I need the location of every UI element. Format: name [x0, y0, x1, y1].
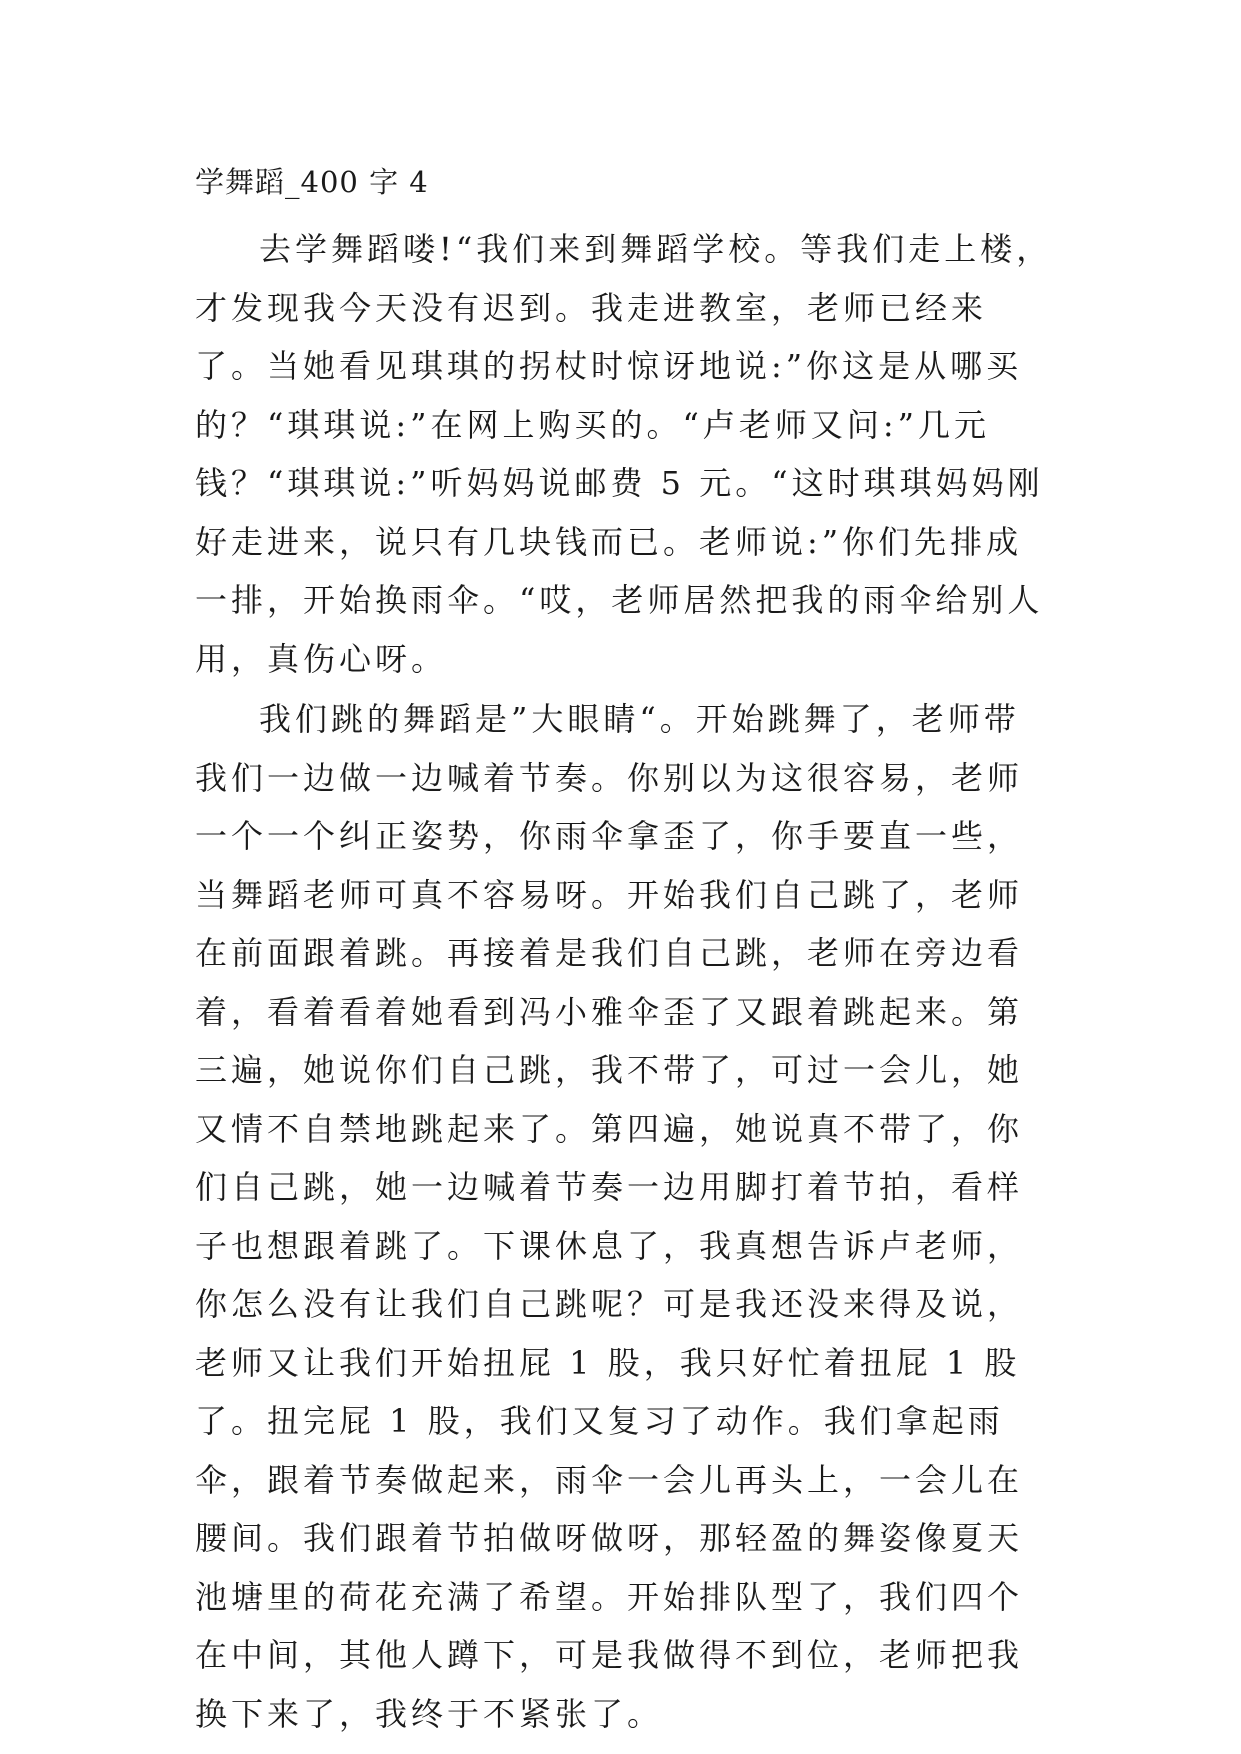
document-title: 学舞蹈_400 字 4: [195, 165, 429, 199]
paragraph-2: 我们跳的舞蹈是”大眼睛“。开始跳舞了，老师带我们一边做一边喊着节奏。你别以为这很容易，老师一个一个纠正姿势，你雨伞拿歪了，你手要直一些，当舞蹈老师可真不容易呀。开始我们自己跳了，老师在前面跟着跳。再接着是我们自己跳，老师在旁边看着，看着看着她看到冯小雅伞歪了又跟着跳起来。第三遍，她说你们自己跳，我不带了，可过一会儿，她又情不自禁地跳起来了。第四遍，她说真不带了，你们自己跳，她一边喊着节奏一边用脚打着节拍，看样子也想跟着跳了。下课休息了，我真想告诉卢老师，你怎么没有让我们自己跳呢？可是我还没来得及说，老师又让我们开始扭屁 1 股，我只好忙着扭屁 1 股了。扭完屁 1 股，我们又复习了动作。我们拿起雨伞，跟着节奏做起来，雨伞一会儿再头上，一会儿在腰间。我们跟着节拍做呀做呀，那轻盈的舞姿像夏天池塘里的荷花充满了希望。开始排队型了，我们四个在中间，其他人蹲下，可是我做得不到位，老师把我换下来了，我终于不紧张了。: [195, 700, 1024, 1733]
paragraph-1: 去学舞蹈喽!“我们来到舞蹈学校。等我们走上楼，才发现我今天没有迟到。我走进教室，老师已经来了。当她看见琪琪的拐杖时惊讶地说:”你这是从哪买的？“琪琪说:”在网上购买的。“卢老师又问:”几元钱？“琪琪说:”听妈妈说邮费 5 元。“这时琪琪妈妈刚好走进来，说只有几块钱而已。老师说:”你们先排成一排，开始换雨伞。“哎，老师居然把我的雨伞给别人用，真伤心呀。: [195, 230, 1053, 678]
document-body: [195, 220, 1055, 1745]
